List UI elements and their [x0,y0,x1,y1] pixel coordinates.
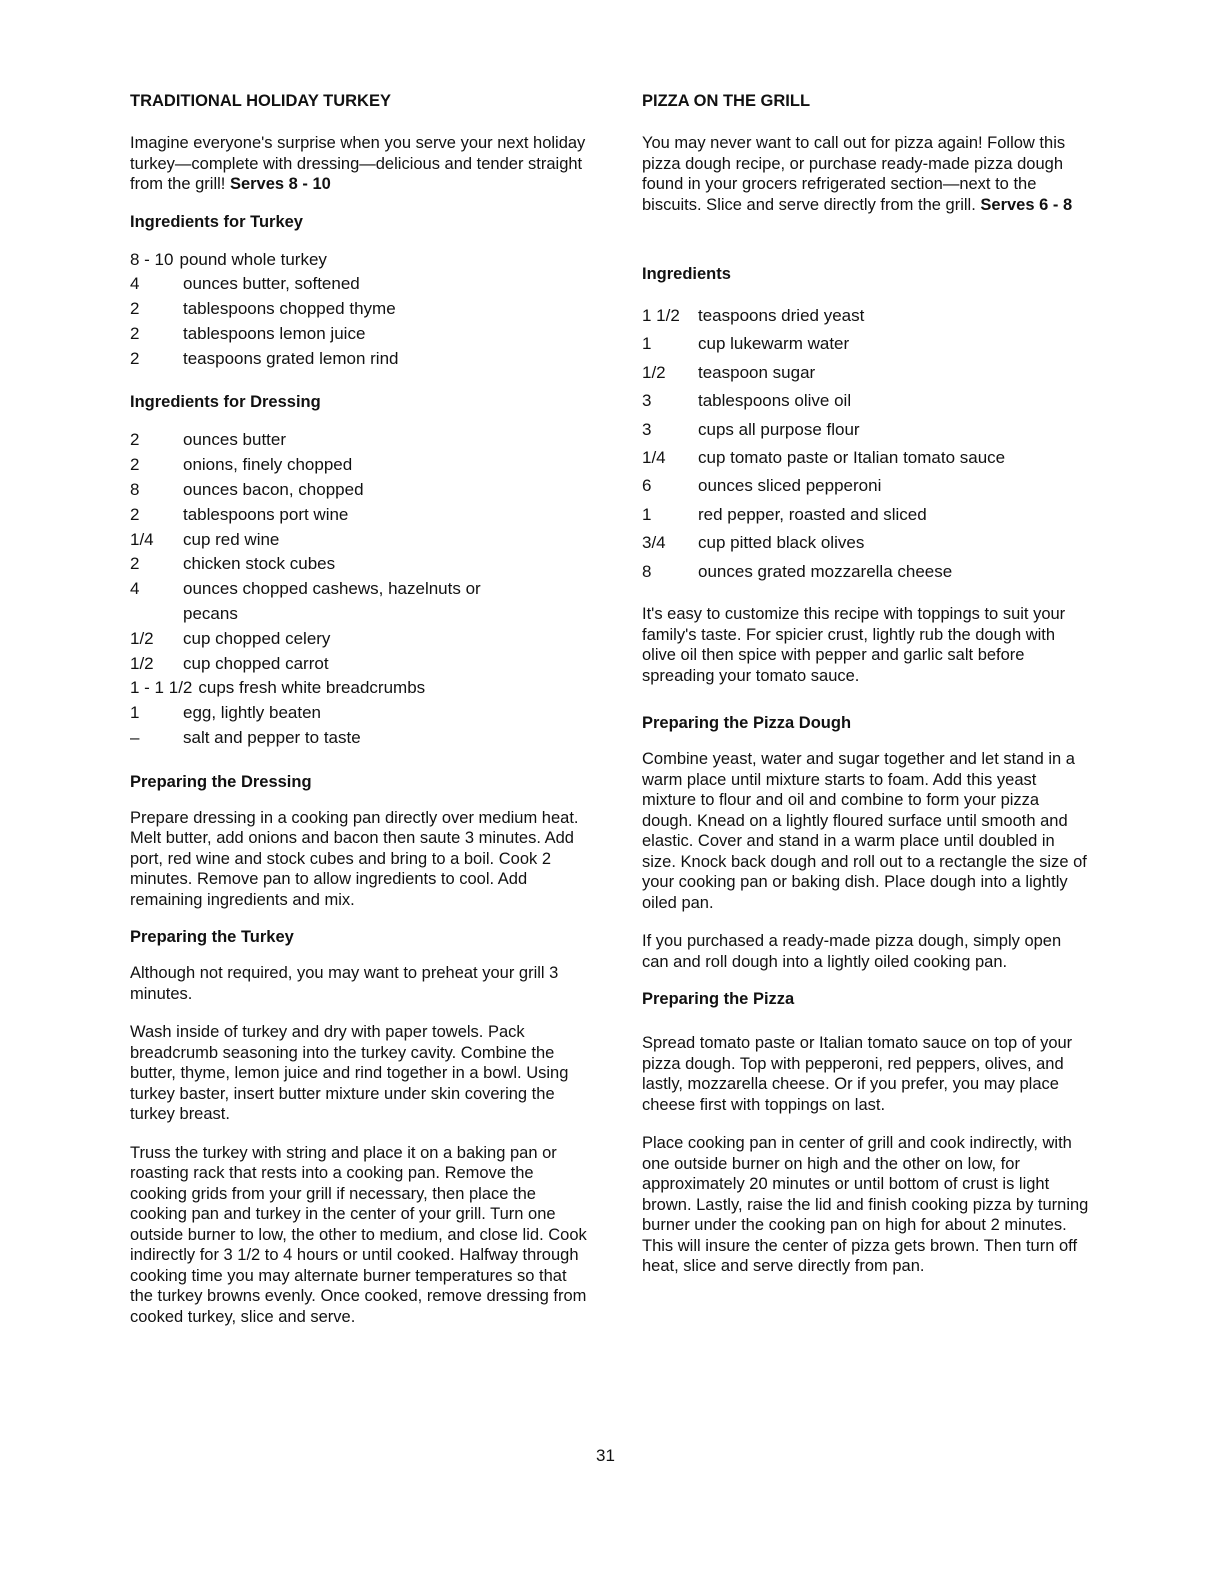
prep-dough-text-1: Combine yeast, water and sugar together and let stand in a warm place until mixture starts to foam. Add this yeast mixture to flour and oil and combine to form your pizza dough. Knead on a lightly floured surface until smooth and elastic. Cover and stand in a warm place until doubled in size. Knock back dough and roll out to a rectangle the size of your cooking pan or baking dish. Place dough into a lightly oiled pan. [642,750,1087,912]
list-item [642,387,1092,415]
ingredient-qty: 1 1/2 [642,306,680,325]
ingredient-qty: 2 [130,455,140,475]
ingredient-text: red pepper, roasted and sliced [698,504,927,524]
list-item [130,602,590,627]
ingredient-qty: 8 [642,561,652,581]
ingredient-qty: 2 [130,430,140,450]
ingredient-text: teaspoons dried yeast [698,306,865,325]
list-item [130,701,590,726]
dressing-ingredients-heading: Ingredients for Dressing [130,393,321,412]
ingredient-text: cup lukewarm water [698,334,850,354]
list-item [130,428,590,453]
ingredient-qty: 8 [130,480,140,500]
list-item [642,330,1092,358]
prep-turkey-text-3: Truss the turkey with string and place it on a baking pan or roasting rack that rests into a cooking pan. Remove the cooking grids from your grill if necessary, then place the cooking pan and turkey in the center of your grill. Turn one outside burner to low, the other to medium, and close lid. Cook indirectly for 3 1/2 to 4 hours or until cooked. Halfway through cooking time you may alternate burner temperatures so that the turkey browns evenly. Once cooked, remove dressing from cooked turkey, slice and serve. [130,1143,587,1326]
ingredient-qty: 2 [130,323,140,343]
list-item [130,453,590,478]
ingredient-qty: 1/4 [130,529,154,549]
pizza-intro-text: You may never want to call out for pizza again! Follow this pizza dough recipe, or purchase ready-made pizza dough found in your grocers refrigerated section—next to the biscuits. Slice and serve directly from the grill. [642,134,1066,214]
ingredient-qty: 1/2 [130,653,154,673]
ingredient-qty: 3 [642,419,652,439]
list-item [130,248,590,273]
ingredient-text: teaspoon sugar [698,362,816,382]
turkey-serves: Serves 8 - 10 [229,175,331,193]
ingredient-text: cup chopped celery [183,628,331,648]
list-item [642,529,1092,557]
ingredient-text: ounces grated mozzarella cheese [698,561,953,581]
prep-dressing-text: Prepare dressing in a cooking pan directly over medium heat. Melt butter, add onions and bacon then saute 3 minutes. Add port, red wine and stock cubes and bring to a boil. Cook 2 minutes. Remove pan to allow ingredients to cool. Add remaining ingredients and mix. [130,808,579,909]
prep-pizza-heading: Preparing the Pizza [642,990,795,1009]
ingredient-text: ounces butter [183,430,287,450]
page-number: 31 [596,1446,615,1465]
list-item [130,577,590,602]
ingredient-qty: 1 [642,334,652,354]
dressing-ingredients-list [130,428,590,750]
turkey-recipe [130,92,590,1345]
list-item [642,416,1092,444]
ingredient-text: chicken stock cubes [183,554,336,574]
ingredient-text: salt and pepper to taste [183,728,361,748]
prep-pizza-text-2: Place cooking pan in center of grill and cook indirectly, with one outside burner on high and the other on low, for approximately 20 minutes or until bottom of crust is light brown. Lastly, raise the lid and finish cooking pizza by turning burner under the cooking pan on high for about 2 minutes. This will insure the center of pizza gets brown. Then turn off heat, slice and serve directly from pan. [642,1134,1089,1276]
toppings-note: It's easy to customize this recipe with toppings to suit your family's taste. For spicier crust, lightly rub the dough with olive oil then spice with pepper and garlic salt before spreading your tomato sauce. [642,605,1066,685]
ingredient-qty: 2 [130,348,140,368]
list-item [642,359,1092,387]
ingredient-qty: 8 - 10 [130,249,174,269]
pizza-ingredients-heading: Ingredients [642,265,731,283]
list-item [130,503,590,528]
pizza-ingredients-list [642,302,1092,586]
prep-dressing-heading: Preparing the Dressing [130,772,312,791]
prep-pizza-text-1: Spread tomato paste or Italian tomato sauce on top of your pizza dough. Top with pepperoni, red peppers, olives, and lastly, mozzarella cheese. Or if you prefer, you may place cheese first with toppings on last. [642,1034,1073,1114]
turkey-intro-text: Imagine everyone's surprise when you serve your next holiday turkey—complete with dressing—delicious and tender straight from the grill! [130,134,586,193]
ingredient-text: egg, lightly beaten [183,703,321,723]
ingredient-qty: 6 [642,476,652,496]
turkey-title: TRADITIONAL HOLIDAY TURKEY [130,92,391,110]
turkey-ingredients-heading: Ingredients for Turkey [130,212,303,231]
ingredient-qty: 3 [642,391,652,411]
ingredient-qty: 1/2 [130,628,154,648]
prep-turkey-text-2: Wash inside of turkey and dry with paper towels. Pack breadcrumb seasoning into the turkey cavity. Combine the butter, thyme, lemon juice and rind together in a bowl. Using turkey baster, insert butter mixture under skin covering the turkey breast. [130,1023,569,1124]
ingredient-qty: 1 [642,504,652,524]
ingredient-text: tablespoons chopped thyme [183,299,396,319]
ingredient-text: tablespoons lemon juice [183,323,366,343]
list-item [130,272,590,297]
ingredient-text: cup chopped carrot [183,653,329,673]
ingredient-qty: – [130,728,140,748]
ingredient-text: cup red wine [183,529,280,549]
ingredient-qty: 1 - 1 1/2 [130,678,193,698]
ingredient-qty: 2 [130,299,140,319]
turkey-ingredients-list [130,248,590,372]
ingredient-qty: 3/4 [642,533,666,553]
ingredient-qty: 1/4 [642,448,666,468]
list-item [642,558,1092,586]
ingredient-text: onions, finely chopped [183,455,353,475]
pizza-serves: Serves 6 - 8 [980,195,1073,214]
list-item [130,726,590,751]
ingredient-text: tablespoons olive oil [698,391,852,411]
list-item [130,478,590,503]
prep-dough-heading: Preparing the Pizza Dough [642,714,852,733]
pizza-intro [642,133,1092,215]
ingredient-text: pound whole turkey [179,249,327,269]
ingredient-qty: 4 [130,579,140,599]
turkey-intro [130,133,590,195]
ingredient-qty: 2 [130,504,140,524]
ingredient-qty: 4 [130,274,140,294]
list-item [642,501,1092,529]
ingredient-qty [130,602,183,627]
ingredient-text: cups fresh white breadcrumbs [198,678,426,698]
pizza-title: PIZZA ON THE GRILL [642,92,811,110]
ingredient-text: teaspoons grated lemon rind [183,348,399,368]
ingredient-qty: 1 [130,703,140,723]
ingredient-text: ounces chopped cashews, hazelnuts or [183,579,481,599]
ingredient-text: cup tomato paste or Italian tomato sauce [698,448,1006,468]
ingredient-text: cup pitted black olives [698,533,865,553]
list-item [642,302,1092,330]
list-item [642,472,1092,500]
prep-dough-text-2: If you purchased a ready-made pizza dough, simply open can and roll dough into a lightly oiled cooking pan. [642,932,1062,971]
ingredient-text: cups all purpose flour [698,419,860,439]
ingredient-text: tablespoons port wine [183,504,349,524]
list-item [642,444,1092,472]
list-item [130,552,590,577]
ingredient-qty: 2 [130,554,140,574]
list-item [130,322,590,347]
ingredient-text: ounces bacon, chopped [183,480,364,500]
list-item [130,676,590,701]
list-item [130,347,590,372]
pizza-recipe [642,92,1092,1295]
ingredient-text: pecans [183,604,238,624]
prep-turkey-heading: Preparing the Turkey [130,928,294,947]
ingredient-qty: 1/2 [642,362,666,382]
list-item [130,652,590,677]
list-item [130,297,590,322]
ingredient-text: ounces butter, softened [183,274,360,294]
ingredient-text: ounces sliced pepperoni [698,476,882,496]
list-item [130,528,590,553]
list-item [130,627,590,652]
prep-turkey-text-1: Although not required, you may want to preheat your grill 3 minutes. [130,964,559,1003]
